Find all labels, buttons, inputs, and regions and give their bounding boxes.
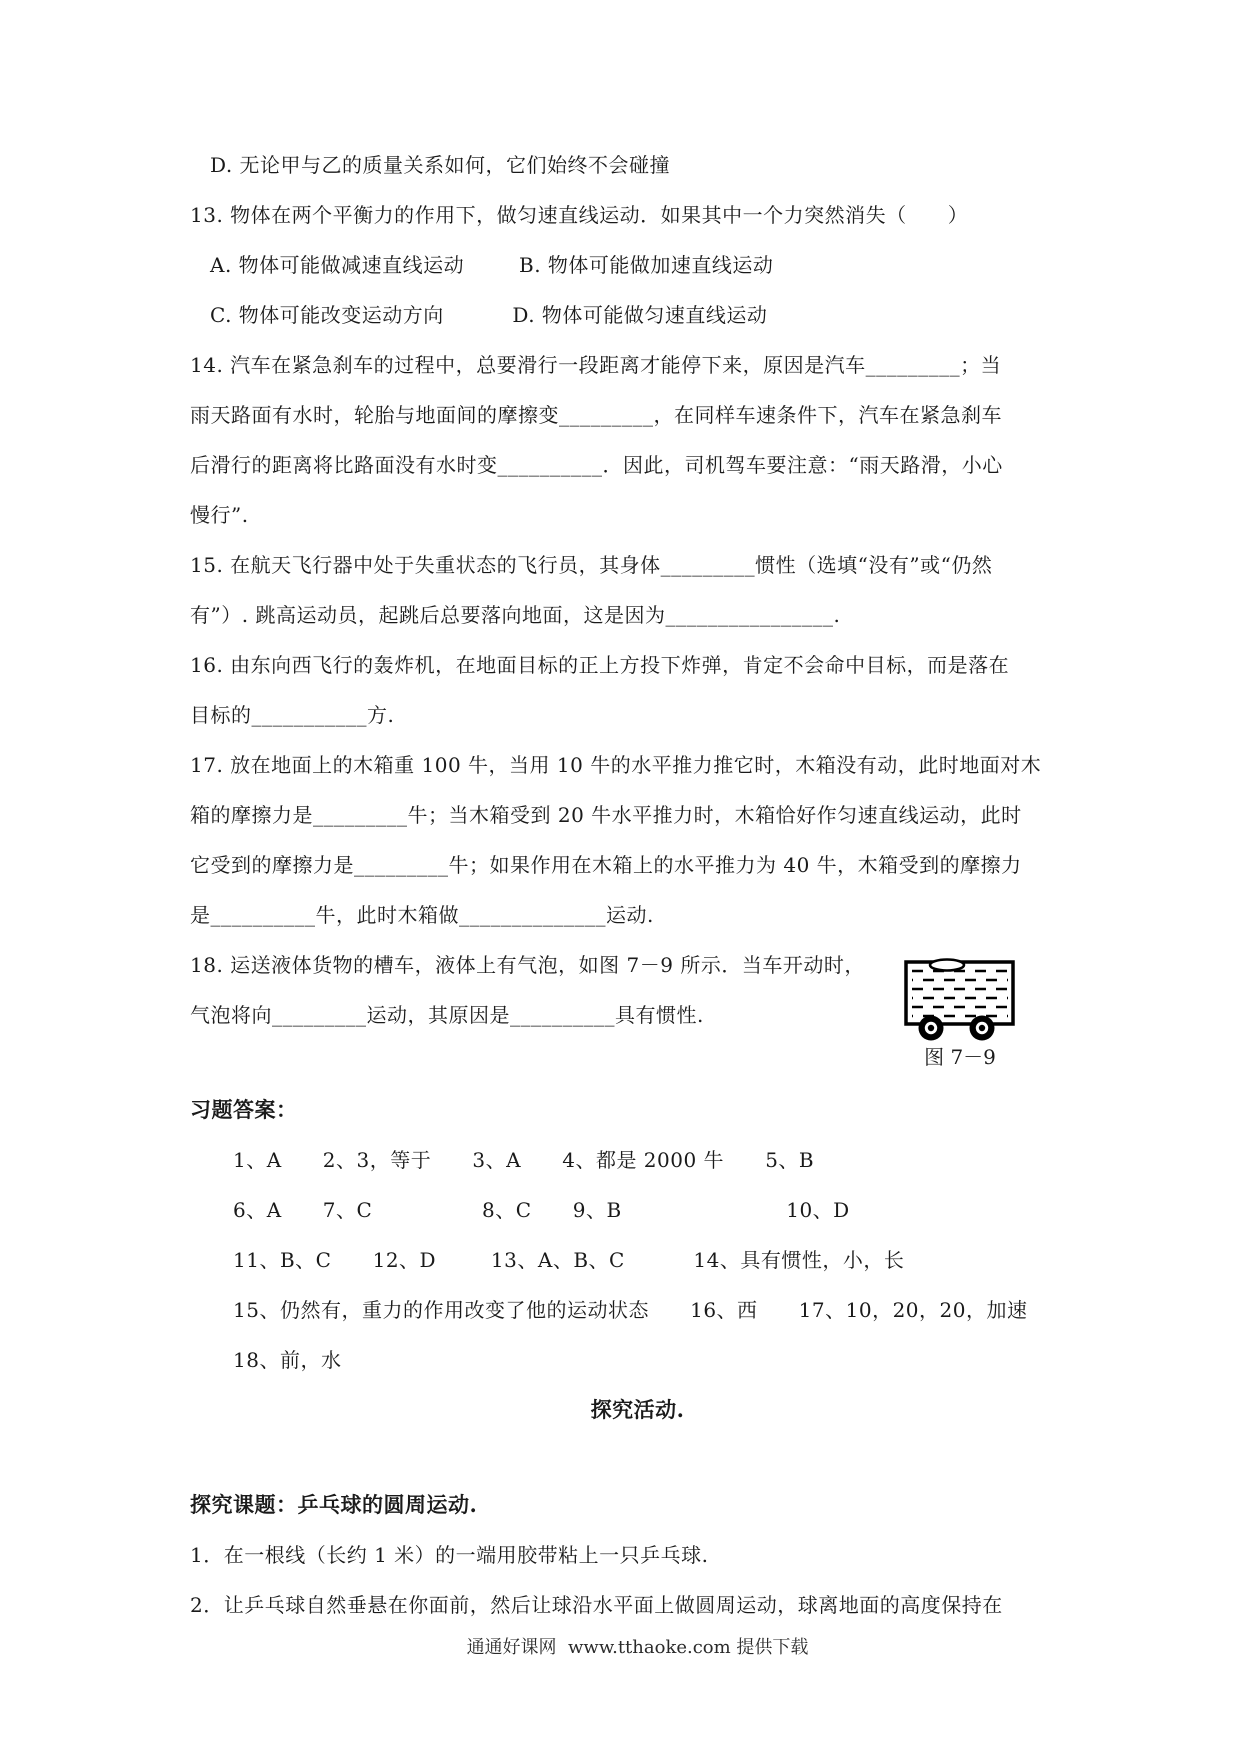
question-18-line-1: 18. 运送液体货物的槽车，液体上有气泡，如图 7－9 所示．当车开动时， bbox=[190, 953, 865, 977]
text-column bbox=[190, 140, 1085, 1666]
tank-car-icon bbox=[903, 958, 1017, 1042]
question-15-line-2: 有”）. 跳高运动员，起跳后总要落向地面，这是因为________________. bbox=[190, 603, 841, 627]
question-13-options-cd: C. 物体可能改变运动方向 D. 物体可能做匀速直线运动 bbox=[210, 303, 768, 327]
answers-heading: 习题答案： bbox=[190, 1097, 298, 1122]
option-line-d12: D. 无论甲与乙的质量关系如何，它们始终不会碰撞 bbox=[210, 153, 671, 177]
answer-line-1: 1、A 2、3，等于 3、A 4、都是 2000 牛 5、B bbox=[233, 1148, 815, 1172]
activity-topic-title: 探究课题：乒乓球的圆周运动. bbox=[190, 1492, 478, 1517]
question-13: 13. 物体在两个平衡力的作用下，做匀速直线运动．如果其中一个力突然消失（ ） bbox=[190, 203, 969, 227]
footer-watermark: 通通好课网 www.tthaoke.com 提供下载 bbox=[466, 1637, 809, 1658]
figure-7-9 bbox=[903, 958, 1017, 1046]
question-17-line-4: 是__________牛，此时木箱做______________运动. bbox=[190, 903, 654, 927]
question-14-line-2: 雨天路面有水时，轮胎与地面间的摩擦变_________，在同样车速条件下，汽车在紧急刹车 bbox=[190, 403, 1002, 427]
answer-line-2: 6、A 7、C 8、C 9、B 10、D bbox=[233, 1198, 850, 1222]
question-13-options-ab: A. 物体可能做减速直线运动 B. 物体可能做加速直线运动 bbox=[210, 253, 774, 277]
activity-section-title: 探究活动. bbox=[590, 1397, 685, 1422]
answer-line-3: 11、B、C 12、D 13、A、B、C 14、具有惯性，小，长 bbox=[233, 1248, 905, 1272]
question-14-line-3: 后滑行的距离将比路面没有水时变__________．因此，司机驾车要注意：“雨天路滑，小心 bbox=[190, 453, 1003, 477]
question-16-line-2: 目标的___________方. bbox=[190, 703, 395, 727]
activity-step-2: 2．让乒乓球自然垂悬在你面前，然后让球沿水平面上做圆周运动，球离地面的高度保持在 bbox=[190, 1593, 1003, 1617]
question-17-line-3: 它受到的摩擦力是_________牛；如果作用在木箱上的水平推力为 40 牛，木箱受到的摩擦力 bbox=[190, 853, 1022, 877]
question-14-line-4: 慢行”. bbox=[190, 503, 249, 527]
answer-line-5: 18、前，水 bbox=[233, 1348, 342, 1372]
question-14-line-1: 14. 汽车在紧急刹车的过程中，总要滑行一段距离才能停下来，原因是汽车_________；当 bbox=[190, 353, 1002, 377]
question-15-line-1: 15. 在航天飞行器中处于失重状态的飞行员，其身体_________惯性（选填“没有”或“仍然 bbox=[190, 553, 993, 577]
answer-line-4: 15、仍然有，重力的作用改变了他的运动状态 16、西 17、10，20，20，加速 bbox=[233, 1298, 1028, 1322]
question-17-line-1: 17. 放在地面上的木箱重 100 牛，当用 10 牛的水平推力推它时，木箱没有动，此时地面对木 bbox=[190, 753, 1042, 777]
question-16-line-1: 16. 由东向西飞行的轰炸机，在地面目标的正上方投下炸弹，肯定不会命中目标，而是落在 bbox=[190, 653, 1010, 677]
question-17-line-2: 箱的摩擦力是_________牛；当木箱受到 20 牛水平推力时，木箱恰好作匀速直线运动，此时 bbox=[190, 803, 1022, 827]
question-18-line-2: 气泡将向_________运动，其原因是__________具有惯性. bbox=[190, 1003, 704, 1027]
activity-step-1: 1．在一根线（长约 1 米）的一端用胶带粘上一只乒乓球. bbox=[190, 1543, 709, 1567]
figure-7-9-caption: 图 7－9 bbox=[924, 1045, 996, 1069]
